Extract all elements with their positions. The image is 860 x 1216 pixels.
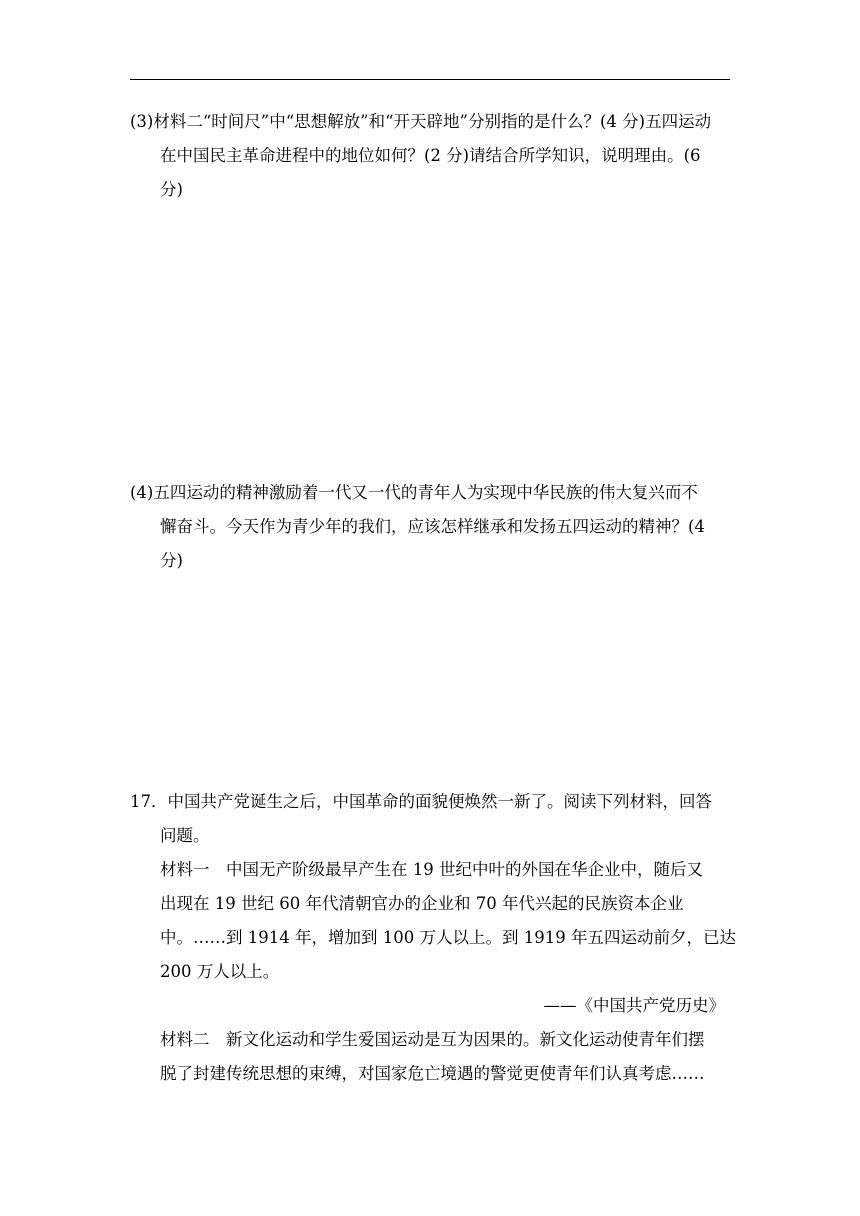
question-17-line-1: 17．中国共产党诞生之后，中国革命的面貌便焕然一新了。阅读下列材料，回答	[130, 792, 712, 811]
material-1-line-4: 200 万人以上。	[160, 962, 280, 981]
material-2	[130, 1023, 735, 1091]
material-2-line-2: 脱了封建传统思想的束缚，对国家危亡境遇的警觉更使青年们认真考虑……	[160, 1064, 705, 1083]
question-4-line-2: 懈奋斗。今天作为青少年的我们，应该怎样继承和发扬五四运动的精神？(4	[160, 517, 705, 536]
material-1-source: ——《中国共产党历史》	[543, 996, 725, 1015]
question-17	[130, 785, 735, 1091]
question-3	[130, 105, 735, 207]
material-1-line-3: 中。……到 1914 年，增加到 100 万人以上。到 1919 年五四运动前夕，已达	[160, 928, 736, 947]
question-4-line-1: (4)五四运动的精神激励着一代又一代的青年人为实现中华民族的伟大复兴而不	[130, 483, 698, 502]
question-17-line-2: 问题。	[160, 826, 210, 845]
question-3-line-3: 分)	[160, 180, 183, 199]
question-4-line-3: 分)	[160, 551, 183, 570]
question-3-line-2: 在中国民主革命进程中的地位如何？(2 分)请结合所学知识，说明理由。(6	[160, 146, 701, 165]
header-rule	[130, 79, 730, 80]
question-3-line-1: (3)材料二“时间尺”中“思想解放”和“开天辟地”分别指的是什么？(4 分)五四运动	[130, 112, 712, 131]
material-1-line-2: 出现在 19 世纪 60 年代清朝官办的企业和 70 年代兴起的民族资本企业	[160, 894, 684, 913]
material-2-line-1: 材料二 新文化运动和学生爱国运动是互为因果的。新文化运动使青年们摆	[160, 1030, 705, 1049]
question-4	[130, 476, 735, 578]
material-1	[130, 853, 735, 1023]
material-1-line-1: 材料一 中国无产阶级最早产生在 19 世纪中叶的外国在华企业中，随后又	[160, 860, 703, 879]
